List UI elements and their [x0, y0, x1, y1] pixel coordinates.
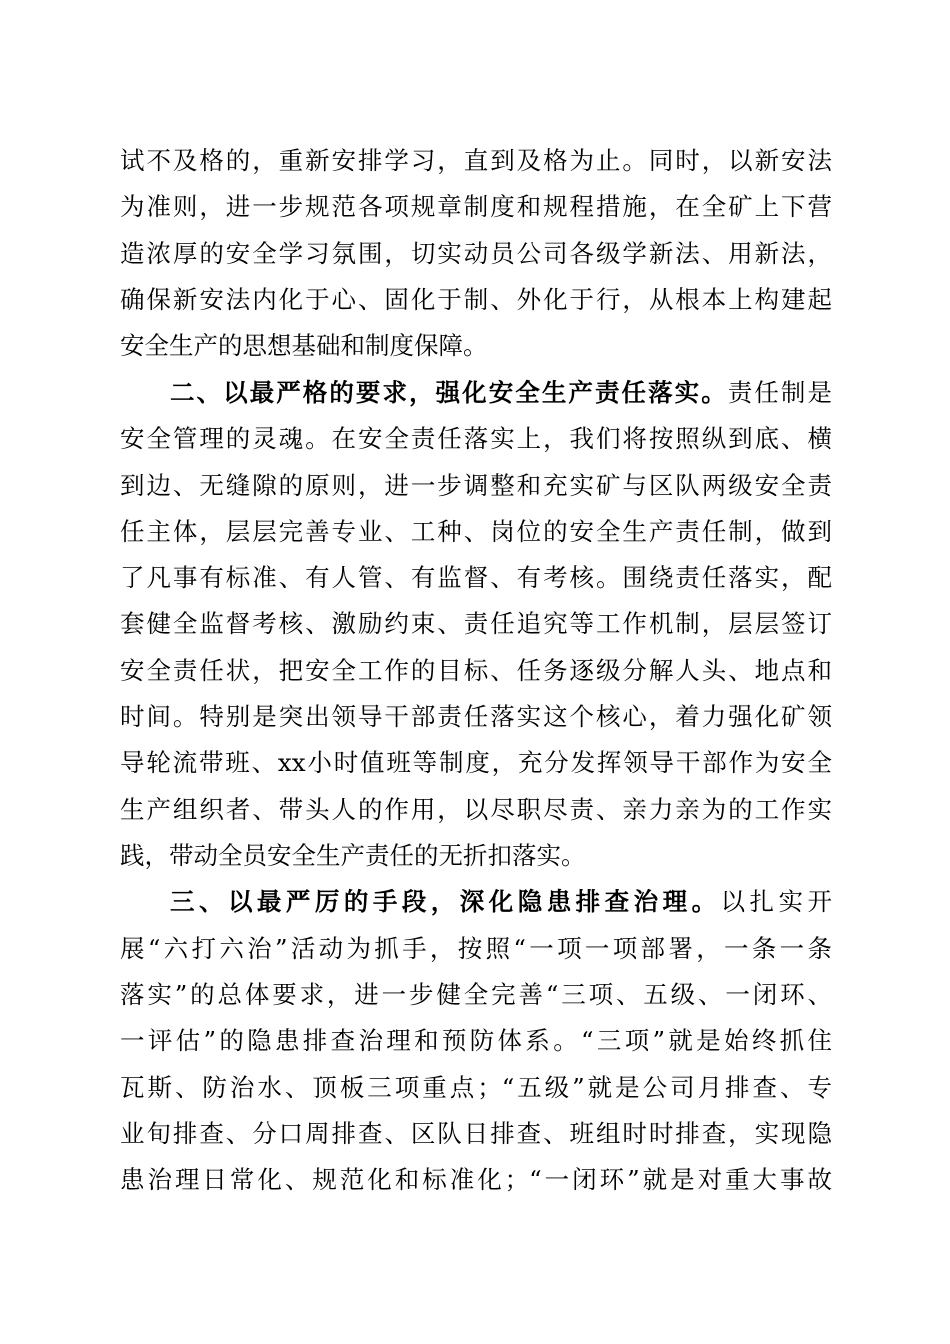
paragraph-2-line-5: 了凡事有标准、有人管、有监督、有考核。围绕责任落实，配 — [120, 563, 832, 592]
paragraph-2-heading: 二、以最严格的要求，强化安全生产责任落实。 — [170, 378, 728, 407]
paragraph-2-line-9: 导轮流带班、xx小时值班等制度，充分发挥领导干部作为安全 — [120, 748, 832, 777]
paragraph-3-line-3: 落实”的总体要求，进一步健全完善“三项、五级、一闭环、 — [120, 980, 832, 1009]
paragraph-3-line-7: 患治理日常化、规范化和标准化；“一闭环”就是对重大事故 — [120, 1165, 832, 1194]
paragraph-3-line-6: 业旬排查、分口周排查、区队日排查、班组时时排查，实现隐 — [120, 1119, 832, 1148]
paragraph-3-line-4: 一评估”的隐患排查治理和预防体系。“三项”就是始终抓住 — [120, 1026, 832, 1055]
paragraph-2-line-11: 践，带动全员安全生产责任的无折扣落实。 — [120, 841, 586, 870]
paragraph-2-line-8: 时间。特别是突出领导干部责任落实这个核心，着力强化矿领 — [120, 702, 832, 731]
paragraph-1-line-3: 造浓厚的安全学习氛围，切实动员公司各级学新法、用新法， — [120, 239, 832, 268]
paragraph-2-line-6: 套健全监督考核、激励约束、责任追究等工作机制，层层签订 — [120, 609, 832, 638]
paragraph-2-first-line-rest: 责任制是 — [727, 378, 832, 407]
paragraph-1-line-1: 试不及格的，重新安排学习，直到及格为止。同时，以新安法 — [120, 146, 832, 175]
paragraph-2-line-3: 到边、无缝隙的原则，进一步调整和充实矿与区队两级安全责 — [120, 471, 832, 500]
paragraph-2-line-2: 安全管理的灵魂。在安全责任落实上，我们将按照纵到底、横 — [120, 424, 832, 453]
paragraph-3-line-2: 展“六打六治”活动为抓手，按照“一项一项部署，一条一条 — [120, 934, 832, 963]
paragraph-2-first-line — [170, 373, 832, 413]
paragraph-1-line-4: 确保新安法内化于心、固化于制、外化于行，从根本上构建起 — [120, 285, 832, 314]
paragraph-2-line-7: 安全责任状，把安全工作的目标、任务逐级分解人头、地点和 — [120, 656, 832, 685]
paragraph-3-first-line — [170, 882, 832, 922]
paragraph-2-line-10: 生产组织者、带头人的作用，以尽职尽责、亲力亲为的工作实 — [120, 795, 832, 824]
paragraph-3-first-line-rest: 以扎实开 — [720, 887, 833, 916]
paragraph-1-line-5: 安全生产的思想基础和制度保障。 — [120, 331, 488, 360]
paragraph-3-line-5: 瓦斯、防治水、顶板三项重点；“五级”就是公司月排查、专 — [120, 1073, 832, 1102]
paragraph-3-heading: 三、以最严厉的手段，深化隐患排查治理。 — [170, 887, 721, 916]
paragraph-1-line-2: 为准则，进一步规范各项规章制度和规程措施，在全矿上下营 — [120, 192, 832, 221]
paragraph-2-line-4: 任主体，层层完善专业、工种、岗位的安全生产责任制，做到 — [120, 517, 832, 546]
